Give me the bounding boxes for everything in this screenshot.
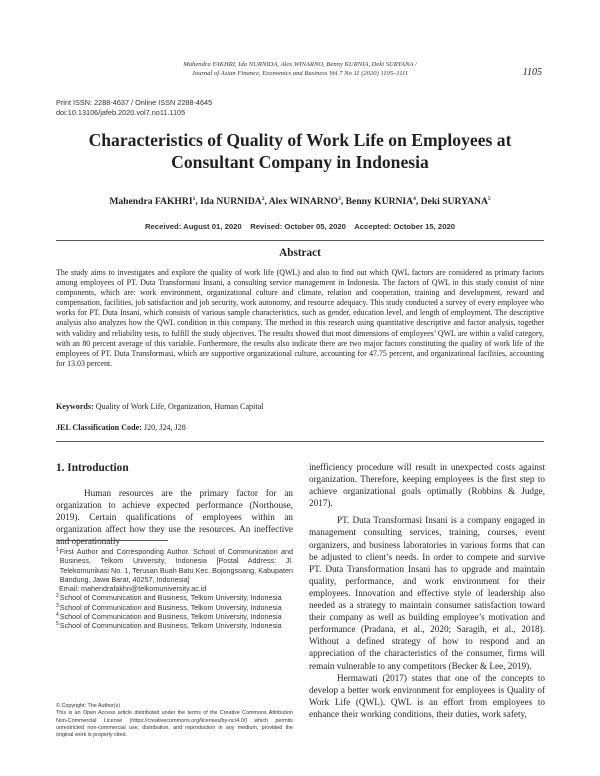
left-column-text [56,487,293,547]
copyright-line: © Copyright: The Author(s) [56,703,121,709]
footnote-text: School of Communication and Business, Telkom University, Indonesia [59,621,282,631]
paragraph: inefficiency procedure will result in unexpected costs against organization. Therefore, keeping employees is the first step to achieve organizational goals optimally (Robbins & Judge, 2017). [309,462,545,509]
submission-dates [56,222,544,231]
author-name: Deki SURYANA [420,196,488,208]
issn-line: Print ISSN: 2288-4637 / Online ISSN 2288-4645 [56,98,213,107]
right-column-text [309,461,545,720]
jel-line [56,423,544,432]
author-separator: , [264,196,269,208]
author-separator: , [340,196,346,208]
abstract-heading: Abstract [279,247,321,259]
footnote-mark: 4 [56,612,59,619]
running-header-journal: Journal of Asian Finance, Economics and Business Vol 7 No 11 (2020) 1105–1111 [191,70,409,77]
paper-title [60,129,540,173]
title-line-2: Consultant Company in Indonesia [171,152,429,172]
author [346,196,421,207]
doi-line: doi:10.13106/jafeb.2020.vol7.no11.1105 [56,107,186,117]
author [269,196,346,207]
footnote-mark: 5 [56,621,59,628]
footnotes [56,547,293,631]
divider-bottom [56,441,544,442]
copyright-block [56,703,293,739]
abstract-body: The study aims to investigates and explore the quality of work life (QWL) and also to find out which QWL factors are considered as primary factors among employees of PT. Duta Transformasi Insani, a consulting service management in Indonesia. The factors of QWL in this study consist of nine components, which are: work environment, organizational culture and climate, relation and cooperation, training and development, reward and compensation, facilities, job satisfaction and job security, work autonomy, and resource adequacy. This study conducted a survey of every employee who works for PT. Duta Insani, which consists of various sample characteristics, such as gender, education level, and length of employment. The descriptive analysis also analyzes how the QWL condition in this company. The method in this research using quantitative descriptive and factor analysis, together with validity and reliability tests, to fulfill the study objectives. The results showed that most dimensions of employees’ QWL are within a valid category, with an 80 percent average of this variable. Furthermore, the results also indicate there are two major factors constituting the quality of work life of the employees of PT. Duta Transformasi, which are supportive organizational culture, accounting for 47.75 percent, and organizational facilities, accounting for 13.03 percent. [56,268,544,368]
page-number: 1105 [522,67,542,78]
author-name: Mahendra FAKHRI [109,196,193,208]
author-affiliation-mark: 2 [261,196,265,202]
footnote-rule [56,540,168,541]
section-heading-introduction: 1. Introduction [56,462,129,474]
author-name: Ida NURNIDA [200,196,262,208]
title-line-1: Characteristics of Quality of Work Life on Employees at [88,130,512,150]
author-name: Alex WINARNO [268,196,339,208]
paragraph: PT. Duta Transformasi Insani is a company engaged in management consulting services, training, courses, event organizers, and business laboratories in various forms that can be adjusted to client’s needs. In order to compete and survive PT. Duta Transformation Insani has to upgrade and maintain quality, performance, and work environment for their employees. Innovation and effective style of leadership also needed as a strategy to maintain consumer satisfaction toward their company as well as building employee’s motivation and performance (Pradana, et al., 2020; Saragih, et al., 2018). Without a defined strategy of how to respond and an appreciation of the characteristics of the consumer, firms will remain vulnerable to any competitors (Becker & Lee, 2019). [309,515,545,671]
footnote-text: School of Communication and Business, Telkom University, Indonesia [59,602,282,612]
footnote [56,584,293,593]
paragraph: Human resources are the primary factor for an organization to achieve expected performance (Northouse, 2019). Certain qualifications of employees within an organization affect how they use the resources. An ineffective and operationally [56,488,293,547]
running-header-authors: Mahendra FAKHRI, Ida NURNIDA, Alex WINARNO, Benny KURNIA, Deki SURYANA / [183,61,417,68]
author [109,196,200,207]
author-separator: , [415,196,421,208]
footnote-text: School of Communication and Business, Telkom University, Indonesia [59,612,282,622]
footnote-mark: 3 [56,602,59,609]
keywords-value: Quality of Work Life, Organization, Human Capital [95,402,264,411]
license-text: This is an Open Access article distributed under the terms of the Creative Commons Attribution Non-Commercial License (https://creativecommons.org/licenses/by-nc/4.0/) which permits unrestricted non-commercial use, distribution, and reproduction in any medium, provided the original work is properly cited. [56,710,293,739]
dates-text: Received: August 01, 2020 Revised: October 05, 2020 Accepted: October 15, 2020 [144,222,456,231]
author-name: Benny KURNIA [345,196,414,208]
footnote-mark: 1 [56,547,59,553]
footnote-mark: 2 [56,593,59,600]
footnote [56,612,293,621]
author-affiliation-mark: 1 [192,196,196,202]
author-separator: , [195,196,201,208]
footnote-text: First Author and Corresponding Author. School of Communication and Business, Telkom University, Indonesia [Postal Address: Jl. Telekomunikasi No. 1, Terusan Buah Batu Kec. Bojongsoang, Kabupaten Bandung, Jawa Barat, 40257, Indonesia] [59,547,293,584]
footnote-text: School of Communication and Business, Telkom University, Indonesia [59,593,282,603]
footnote-text: Email: mahendrafakhri@telkomuniversity.ac.id [59,584,207,594]
keywords-label: Keywords: [56,402,94,411]
author [421,196,491,207]
author-list [56,196,544,207]
author-affiliation-mark: 4 [413,196,416,202]
keywords-line [56,402,544,411]
footnote [56,621,293,630]
running-header [110,60,490,78]
jel-label: JEL Classification Code: [56,423,142,432]
divider-top [56,240,544,241]
issn-block [56,98,212,117]
footnote [56,593,293,602]
author-affiliation-mark: 3 [338,196,341,202]
footnote [56,603,293,612]
author [200,196,269,207]
paragraph: Hermawati (2017) states that one of the concepts to develop a better work environment for employees is Quality of Work Life (QWL). QWL is an effort from employees to enhance their working conditions, their duties, work safety, [309,672,545,719]
author-affiliation-mark: 5 [487,196,491,202]
jel-value: J20, J24, J28 [143,423,186,432]
footnote [56,547,293,584]
